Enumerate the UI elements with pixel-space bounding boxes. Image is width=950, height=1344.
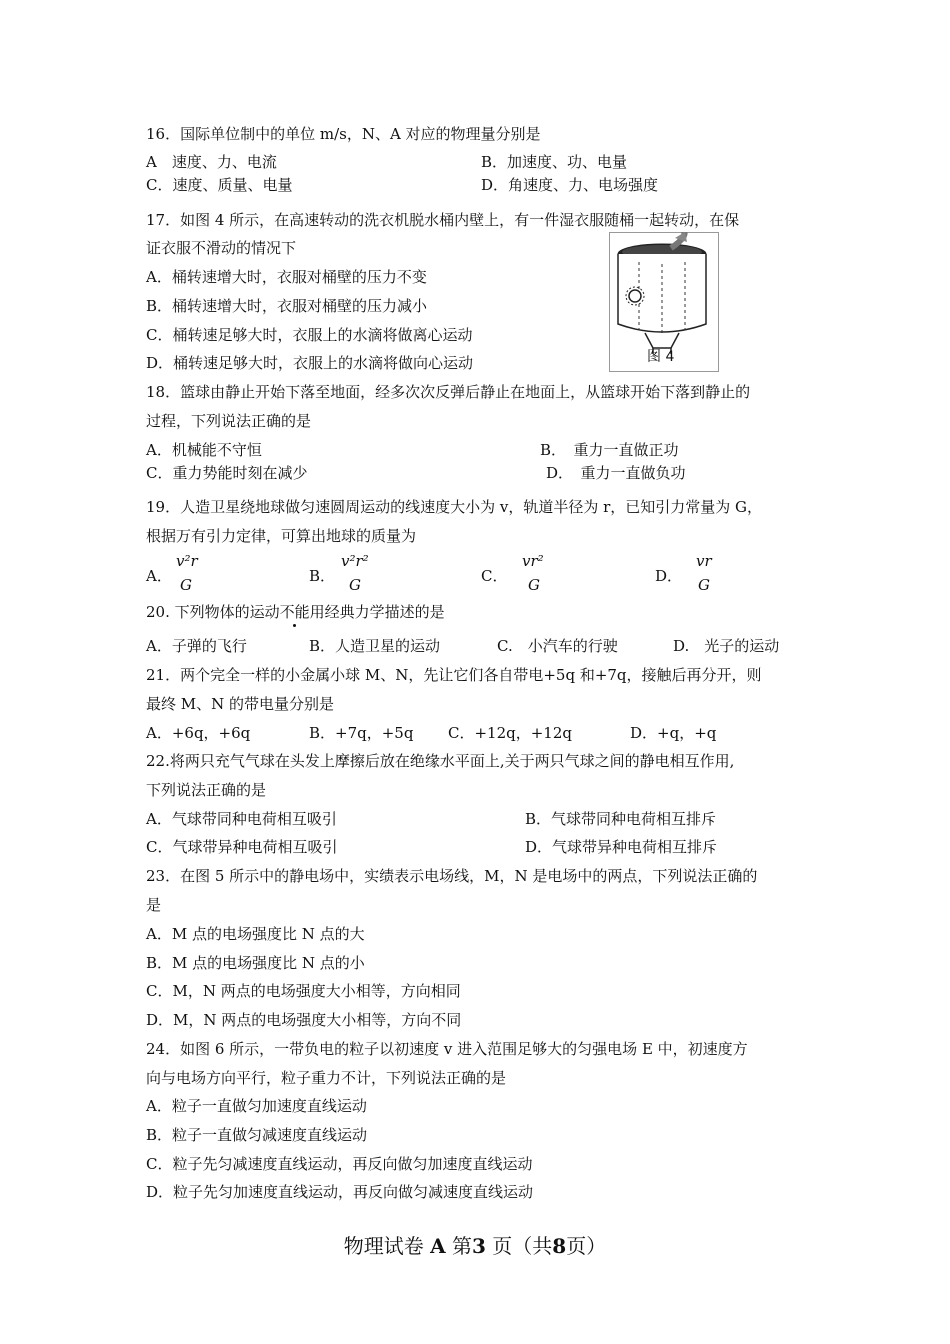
footer-paper-version: A bbox=[430, 1234, 446, 1258]
q19-stem-line2: 根据万有引力定律，可算出地球的质量为 bbox=[146, 527, 417, 545]
q24-option-c: C．粒子先匀减速度直线运动，再反向做匀加速度直线运动 bbox=[146, 1155, 533, 1173]
footer-page-number: 3 bbox=[472, 1234, 486, 1258]
q24-option-a: A．粒子一直做匀加速度直线运动 bbox=[146, 1097, 367, 1115]
q16-option-a: A 速度、力、电流 bbox=[146, 153, 277, 171]
q18-option-a: A．机械能不守恒 bbox=[146, 441, 262, 459]
q23-option-d: D．M，N 两点的电场强度大小相等，方向不同 bbox=[146, 1011, 462, 1029]
footer-page-total: 8 bbox=[552, 1234, 567, 1258]
q19-c-denominator: G bbox=[528, 576, 540, 594]
q17-stem-line2: 证衣服不滑动的情况下 bbox=[146, 239, 297, 257]
q18-stem-line1: 18．篮球由静止开始下落至地面，经多次次反弹后静止在地面上，从篮球开始下落到静止的 bbox=[146, 383, 751, 401]
page-footer bbox=[0, 1232, 950, 1260]
figure-4-label: 图 4 bbox=[647, 349, 675, 365]
footer-page-prefix: 第 bbox=[452, 1234, 473, 1258]
q19-option-a-label: A． bbox=[146, 567, 172, 585]
footer-page-total-prefix: 页（共 bbox=[492, 1234, 553, 1258]
q18-option-d: D． 重力一直做负功 bbox=[546, 464, 686, 482]
q23-option-b: B．M 点的电场强度比 N 点的小 bbox=[146, 954, 365, 972]
q22-option-b: B．气球带同种电荷相互排斥 bbox=[525, 810, 717, 828]
q19-a-denominator: G bbox=[180, 576, 192, 594]
q19-option-c-label: C． bbox=[481, 567, 508, 585]
q21-option-c: C．+12q，+12q bbox=[448, 724, 572, 742]
q19-b-denominator: G bbox=[349, 576, 361, 594]
q20-option-b: B．人造卫星的运动 bbox=[309, 637, 441, 655]
q23-stem-line1: 23．在图 5 所示中的静电场中，实绩表示电场线，M，N 是电场中的两点，下列说法正确的 bbox=[146, 867, 758, 885]
q19-stem-line1: 19．人造卫星绕地球做匀速圆周运动的线速度大小为 v，轨道半径为 r，已知引力常量为 G， bbox=[146, 498, 763, 516]
q18-option-c: C．重力势能时刻在减少 bbox=[146, 464, 308, 482]
q24-stem-line1: 24．如图 6 所示，一带负电的粒子以初速度 v 进入范围足够大的匀强电场 E 中，初速度方 bbox=[146, 1040, 748, 1058]
q17-option-b: B．桶转速增大时，衣服对桶壁的压力减小 bbox=[146, 297, 428, 315]
q17-option-c: C．桶转速足够大时，衣服上的水滴将做离心运动 bbox=[146, 326, 473, 344]
q16-option-b: B．加速度、功、电量 bbox=[481, 153, 628, 171]
q21-option-b: B．+7q，+5q bbox=[309, 724, 414, 742]
q22-stem-line1: 22.将两只充气气球在头发上摩擦后放在绝缘水平面上,关于两只气球之间的静电相互作用, bbox=[146, 752, 735, 770]
q18-stem-line2: 过程，下列说法正确的是 bbox=[146, 412, 312, 430]
q19-c-numerator: vr² bbox=[522, 552, 544, 570]
q17-option-d: D．桶转速足够大时，衣服上的水滴将做向心运动 bbox=[146, 354, 474, 372]
q22-option-c: C．气球带异种电荷相互吸引 bbox=[146, 838, 338, 856]
q16-option-c: C．速度、质量、电量 bbox=[146, 176, 293, 194]
q19-d-denominator: G bbox=[698, 576, 710, 594]
q20-stem-post: 用经典力学描述的是 bbox=[309, 603, 445, 621]
q20-stem-emphasis: 不能 bbox=[279, 603, 310, 621]
figure-4-spin-dryer bbox=[609, 232, 719, 372]
q19-option-d-label: D． bbox=[655, 567, 683, 585]
q21-stem-line1: 21．两个完全一样的小金属小球 M、N，先让它们各自带电+5q 和+7q，接触后再分开，则 bbox=[146, 666, 762, 684]
q21-stem-line2: 最终 M、N 的带电量分别是 bbox=[146, 695, 335, 713]
q24-option-d: D．粒子先匀加速度直线运动，再反向做匀减速度直线运动 bbox=[146, 1183, 534, 1201]
q20-stem bbox=[146, 602, 445, 622]
q19-option-b-label: B． bbox=[309, 567, 336, 585]
q19-b-numerator: v²r² bbox=[341, 552, 369, 570]
q21-option-d: D．+q，+q bbox=[630, 724, 717, 742]
footer-page-suffix: 页） bbox=[566, 1234, 607, 1258]
q20-stem-pre: 20. 下列物体的运动 bbox=[146, 603, 280, 621]
q22-stem-line2: 下列说法正确的是 bbox=[146, 781, 267, 799]
q22-option-a: A．气球带同种电荷相互吸引 bbox=[146, 810, 337, 828]
q22-option-d: D．气球带异种电荷相互排斥 bbox=[525, 838, 718, 856]
q24-stem-line2: 向与电场方向平行，粒子重力不计，下列说法正确的是 bbox=[146, 1069, 507, 1087]
q23-stem-line2: 是 bbox=[146, 896, 162, 914]
q16-option-d: D．角速度、力、电场强度 bbox=[481, 176, 659, 194]
q23-option-a: A．M 点的电场强度比 N 点的大 bbox=[146, 925, 365, 943]
q20-option-d: D. 光子的运动 bbox=[673, 637, 780, 655]
q19-d-numerator: vr bbox=[696, 552, 712, 570]
q18-option-b: B． 重力一直做正功 bbox=[540, 441, 679, 459]
q16-stem: 16．国际单位制中的单位 m/s，N、A 对应的物理量分别是 bbox=[146, 125, 541, 143]
q24-option-b: B．粒子一直做匀减速度直线运动 bbox=[146, 1126, 368, 1144]
q23-option-c: C．M，N 两点的电场强度大小相等，方向相同 bbox=[146, 982, 461, 1000]
q17-option-a: A．桶转速增大时，衣服对桶壁的压力不变 bbox=[146, 268, 427, 286]
q19-a-numerator: v²r bbox=[176, 552, 198, 570]
q21-option-a: A．+6q，+6q bbox=[146, 724, 251, 742]
q20-option-a: A．子弹的飞行 bbox=[146, 637, 247, 655]
footer-title: 物理试卷 bbox=[343, 1234, 424, 1258]
q20-option-c: C. 小汽车的行驶 bbox=[497, 637, 618, 655]
q17-stem-line1: 17．如图 4 所示，在高速转动的洗衣机脱水桶内壁上，有一件湿衣服随桶一起转动，在保 bbox=[146, 211, 740, 229]
